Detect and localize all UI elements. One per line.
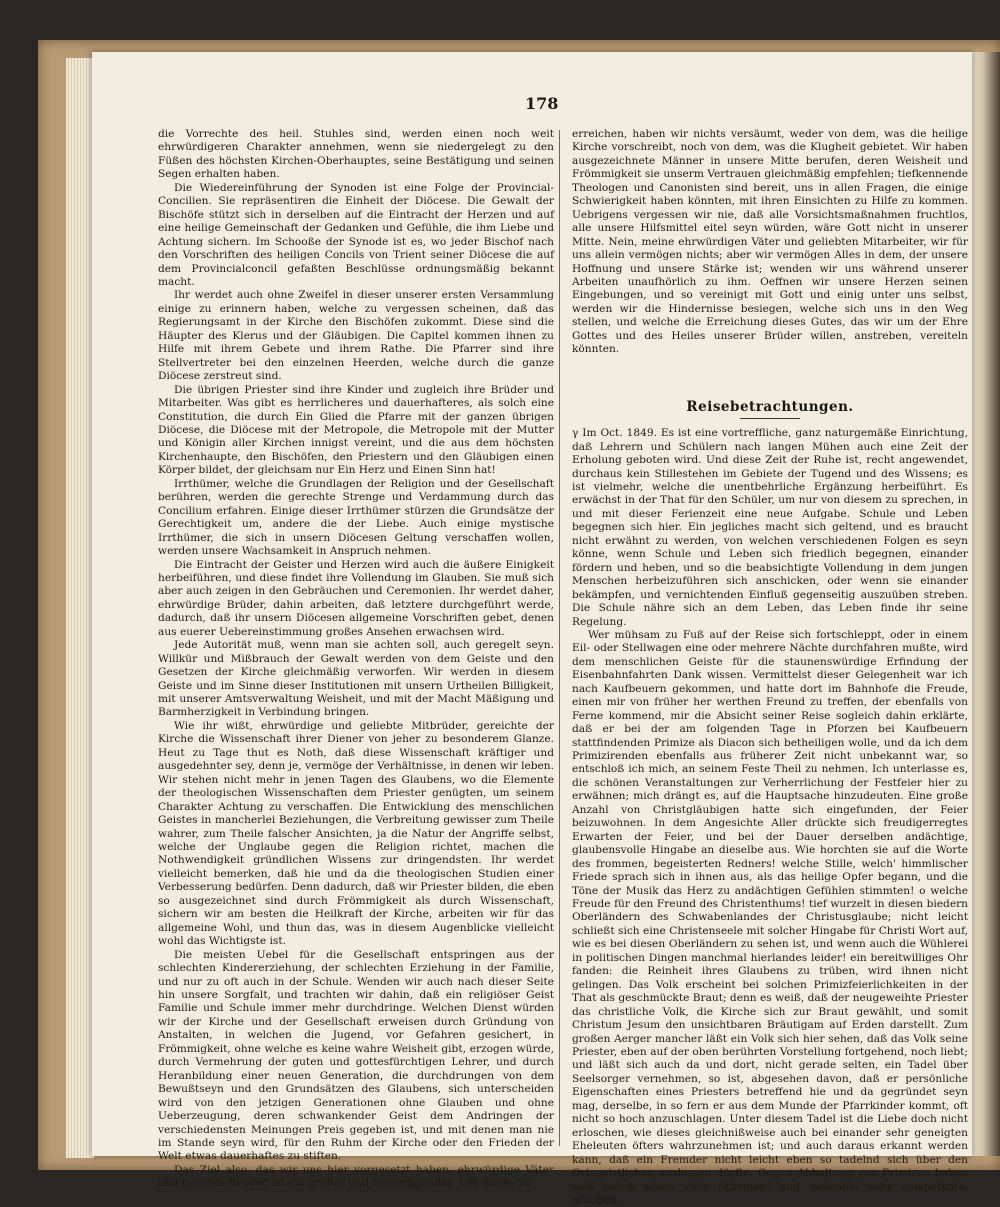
paragraph: Die Eintracht der Geister und Herzen wird auch die äußere Einigkeit herbeiführen, und diese findet ihre Vollendung im Glauben. Sie muß sich aber auch zeigen in den Gebräuchen und Ceremonien. Ihr werdet daher, ehrwürdige Brüder, dahin arbeiten, daß letztere durchgeführt werde, dadurch, daß ihr unsern Diöcesen allgemeine Vorschriften gebet, denen aus euerer Uebereinstimmung großes Ansehen erwachsen wird. bbox=[158, 558, 554, 638]
paragraph: Das Ziel also, das wir uns hier vorgesetzt haben, ehrwürdige Väter und geliebte Brüder, ist ein großes und heilbringendes. Um dieses zu bbox=[158, 1163, 554, 1190]
paragraph: Jede Autorität muß, wenn man sie achten soll, auch geregelt seyn. Willkür und Mißbrauch der Gewalt werden von dem Geiste und den Gesetzen der Kirche gleichmäßig verworfen. Wir werden in diesem Geiste und im Sinne dieser Institutionen mit unsern Urtheilen Billigkeit, mit unserer Amtsverwaltung Weisheit, und mit der Macht Mäßigung und Barmherzigkeit in Verbindung bringen. bbox=[158, 639, 554, 719]
paragraph: Die Wiedereinführung der Synoden ist eine Folge der Provincial-Concilien. Sie repräsentiren die Einheit der Diöcese. Die Gewalt der Bischöfe stützt sich in derselben auf die Eintracht der Herzen und auf eine heilige Gemeinschaft der Gedanken und Gefühle, die ihm Liebe und Achtung sichern. Im Schooße der Synode ist es, wo jeder Bischof nach den Vorschriften des heiligen Concils von Trient seiner Diöcese die auf dem Provincialconcil gefaßten Beschlüsse ordnungsmäßig bekannt macht. bbox=[158, 181, 554, 288]
book-page bbox=[92, 52, 972, 1206]
paragraph: Wer mühsam zu Fuß auf der Reise sich fortschleppt, oder in einem Eil- oder Stellwagen eine oder mehrere Nächte durchfahren mußte, wird dem menschlichen Geiste für die staunenswürdige Erfindung der Eisenbahnfahrten Dank wissen. Vermittelst dieser Gelegenheit war ich nach Kaufbeuern gekommen, und hatte dort im Bahnhofe die Freude, einen mir von früher her werthen Freund zu treffen, der ebenfalls von Ferne kommend, mir die Absicht seiner Reise sogleich dahin erklärte, daß er bei der am folgenden Tage in Pforzen bei Kaufbeuern stattfindenden Primize als Diacon sich betheiligen wolle, und da ich dem Primizirenden ebenfalls aus früherer Zeit nicht unbekannt war, so entschloß ich mich, an seinem Feste Theil zu nehmen. Ich unterlasse es, die schönen Veranstaltungen zur Verherrlichung der Festfeier hier zu erwähnen; mich drängt es, auf die Hauptsache hinzudeuten. Eine große Anzahl von Christgläubigen hatte sich eingefunden, der Feier beizuwohnen. In dem Angesichte Aller drückte sich freudigerregtes Erwarten der Feier, und bei der Dauer derselben andächtige, glaubensvolle Hingabe an dieselbe aus. Wie horchten sie auf die Worte des frommen, begeisterten Redners! welche Stille, welch' himmlischer Friede sprach sich in ihnen aus, als das heilige Opfer begann, und die Töne der Musik das Herz zu andächtigen Gefühlen stimmten! o welche Freude für den Freund des Christenthums! tief wurzelt in diesen biedern Oberländern des Schwabenlandes der Christusglaube; nicht leicht schließt sich eine Christenseele mit solcher Hingabe für Christi Wort auf, wie es bei diesen Oberländern zu sehen ist, und wenn auch die Wühlerei in politischen Dingen manchmal hierlandes leider! ein bereitwilliges Ohr fanden: die Reinheit ihres Glaubens zu trüben, wird ihnen nicht gelingen. Das Volk erscheint bei solchen Primizfeierlichkeiten in der That als geschmückte Braut; denn es weiß, daß der neugeweihte Priester das christliche Volk, die Kirche sich zur Braut gewählt, und somit Christum Jesum den unsichtbaren Bräutigam auf Erden darstellt. Zum großen Aerger mancher läßt ein Volk sich hier sehen, daß das Volk seine Priester, eben auf der oben berührten Vorstellung fortgehend, noch liebt; und läßt sich auch da und dort, nicht gerade selten, ein Tadel über Seelsorger vernehmen, so ist, abgesehen davon, daß er persönliche Eigenschaften eines Priesters betreffend hie und da gegründet seyn mag, derselbe, in so fern er aus dem Munde der Pfarrkinder kommt, oft nicht so hoch anzuschlagen. Unter diesem Tadel ist die Liebe doch nicht erloschen, wie dieses gleichnißweise auch bei einander sehr geneigten Eheleuten öfters wahrzunehmen ist; und auch daraus erkannt werden kann, daß ein Fremder nicht leicht eben so tadelnd sich über den Ortsgeistlichen auslassen dürfte. Gegen Abhaltung von Primizen haben sich indeß schon viele Stimmen, und nebenbei sehr competente, erhoben. bbox=[572, 628, 968, 1206]
paragraph: erreichen, haben wir nichts versäumt, weder von dem, was die heilige Kirche vorschreibt, noch von dem, was die Klugheit gebietet. Wir haben ausgezeichnete Männer in unsere Mitte berufen, deren Weisheit und Frömmigkeit sie unserm Vertrauen gleichmäßig empfehlen; tiefkennende Theologen und Canonisten sind bereit, uns in allen Fragen, die einige Schwierigkeit haben könnten, mit ihren Einsichten zu Hilfe zu kommen. Uebrigens vergessen wir nie, daß alle Vorsichtsmaßnahmen fruchtlos, alle unsere Hilfsmittel eitel seyn würden, wäre Gott nicht in unserer Mitte. Nein, meine ehrwürdigen Väter und geliebten Mitarbeiter, wir für uns allein vermögen nichts; aber wir vermögen Alles in dem, der unsere Hoffnung und unsere Stärke ist; wenden wir uns während unserer Arbeiten unaufhörlich zu ihm. Oeffnen wir unsere Herzen seinen Eingebungen, und so vereinigt mit Gott und einig unter uns selbst, werden wir die Hindernisse besiegen, welche sich uns in den Weg stellen, und welche die Erreichung dieses Gutes, das wir um der Ehre Gottes und des Heiles unserer Brüder willen, anstreben, vereiteln könnten. bbox=[572, 128, 968, 356]
paragraph: Irrthümer, welche die Grundlagen der Religion und der Gesellschaft berühren, werden die gerechte Strenge und Verdammung durch das Concilium erfahren. Einige dieser Irrthümer stürzen die Grundsätze der Gerechtigkeit um, andere die der Liebe. Auch einige mystische Irrthümer, die sich in unsern Diöcesen Geltung verschaffen wollen, werden unsere Wachsamkeit in Anspruch nehmen. bbox=[158, 477, 554, 558]
paragraph: die Vorrechte des heil. Stuhles sind, werden einen noch weit ehrwürdigeren Charakter annehmen, wenn sie niedergelegt zu den Füßen des höchsten Kirchen-Oberhauptes, seine Bestätigung und seinen Segen erhalten haben. bbox=[158, 128, 554, 181]
paragraph: Ihr werdet auch ohne Zweifel in dieser unserer ersten Versammlung einige zu erinnern haben, welche zu vergessen scheinen, daß das Regierungsamt in der Kirche den Bischöfen zukommt. Diese sind die Häupter des Klerus und der Gläubigen. Die Capitel kommen ihnen zu Hilfe mit ihrem Gebete und ihrem Rathe. Die Pfarrer sind ihre Stellvertreter bei den einzelnen Heerden, welche durch die ganze Diöcese zerstreut sind. bbox=[158, 289, 554, 383]
paragraph: γ Im Oct. 1849. Es ist eine vortreffliche, ganz naturgemäße Einrichtung, daß Lehrern und Schülern nach langen Mühen auch eine Zeit der Erholung geboten wird. Und diese Zeit der Ruhe ist, recht angewendet, durchaus kein Stillestehen im Gebiete der Tugend und des Wissens; es ist vielmehr, welche die unentbehrliche Ergänzung herbeiführt. Es erwächst in der That für den Schüler, um nur von diesem zu sprechen, in und mit dieser Ferienzeit eine neue Aufgabe. Schule und Leben begegnen sich hier. Ein jegliches macht sich geltend, und es braucht nicht erwähnt zu werden, von welchen verschiedenen Folgen es seyn könne, wenn Schule und Leben sich friedlich begegnen, einander fördern und heben, und so die beabsichtigte Vollendung in dem jungen Menschen herbeizuführen sich anschicken, oder wenn sie einander bekämpfen, und vernichtenden Einfluß gegenseitig auszuüben streben. Die Schule nähre sich an dem Leben, das Leben finde ihr seine Regelung. bbox=[572, 427, 968, 628]
right-column bbox=[572, 128, 968, 1207]
page-stack-edge bbox=[66, 58, 94, 1158]
page-number: 178 bbox=[525, 94, 559, 113]
facing-page-edge bbox=[972, 52, 1000, 1156]
paragraph: Die übrigen Priester sind ihre Kinder und zugleich ihre Brüder und Mitarbeiter. Was gibt es herrlicheres und dauerhafteres, als solch eine Constitution, die durch Ein Glied die Pfarre mit der ganzen übrigen Diöcese, die Diöcese mit der Metropole, die Metropole mit der Mutter und Königin aller Kirchen innigst vereint, und die aus dem höchsten Kirchenhaupte, den Bischöfen, den Priestern und den Gläubigen einen Körper bildet, der gleichsam nur Ein Herz und Einen Sinn hat! bbox=[158, 383, 554, 477]
title-rule bbox=[740, 418, 800, 419]
article-body bbox=[572, 427, 968, 1207]
column-divider bbox=[559, 130, 560, 1146]
left-column bbox=[158, 128, 554, 1191]
concilium-conclusion bbox=[572, 128, 968, 357]
paragraph: Wie ihr wißt, ehrwürdige und geliebte Mitbrüder, gereichte der Kirche die Wissenschaft ihrer Diener von jeher zu besonderem Glanze. Heut zu Tage thut es Noth, daß diese Wissenschaft kräftiger und ausgedehnter sey, denn je, vermöge der Verhältnisse, in denen wir leben. Wir stehen nicht mehr in jenen Tagen des Glaubens, wo die Elemente der theologischen Wissenschaften dem Priester genügten, um seinem Charakter Achtung zu verschaffen. Die Entwicklung des menschlichen Geistes in mancherlei Beziehungen, die Verbreitung gewisser zum Theile wahrer, zum Theile falscher Ansichten, ja die Natur der Angriffe selbst, welche der Unglaube gegen die Religion richtet, machen die Nothwendigkeit gründlichen Wissens zur dringendsten. Ihr werdet vielleicht bemerken, daß hie und da die theologischen Studien einer Verbesserung bedürfen. Denn dadurch, daß wir Priester bilden, die eben so ausgezeichnet sind durch Frömmigkeit als durch Wissenschaft, sichern wir am besten die Heilkraft der Kirche, arbeiten wir für das allgemeine Wohl, und thun das, was in diesem Augenblicke vielleicht wohl das Wichtigste ist. bbox=[158, 719, 554, 948]
paragraph: Die meisten Uebel für die Gesellschaft entspringen aus der schlechten Kindererziehung, der schlechten Erziehung in der Familie, und nur zu oft auch in der Schule. Wenden wir auch nach dieser Seite hin unsere Sorgfalt, und trachten wir dahin, daß ein religiöser Geist Familie und Schule immer mehr durchdringe. Welchen Dienst würden wir der Kirche und der Gesellschaft erweisen durch Gründung von Anstalten, in welchen die Jugend, vor Gefahren gesichert, in Frömmigkeit, ohne welche es keine wahre Weisheit gibt, erzogen würde, durch Vermehrung der guten und gottesfürchtigen Lehrer, und durch Heranbildung einer neuen Generation, die durchdrungen von dem Bewußtseyn und den Grundsätzen des Glaubens, sich unterscheiden wird von den jetzigen Generationen ohne Glauben und ohne Ueberzeugung, deren schwankender Geist dem Andringen der verschiedensten Meinungen Preis gegeben ist, und mit denen man nie im Stande seyn wird, für den Ruhm der Kirche oder den Frieden der Welt etwas dauerhaftes zu stiften. bbox=[158, 948, 554, 1163]
article-title: Reisebetrachtungen. bbox=[686, 398, 854, 415]
